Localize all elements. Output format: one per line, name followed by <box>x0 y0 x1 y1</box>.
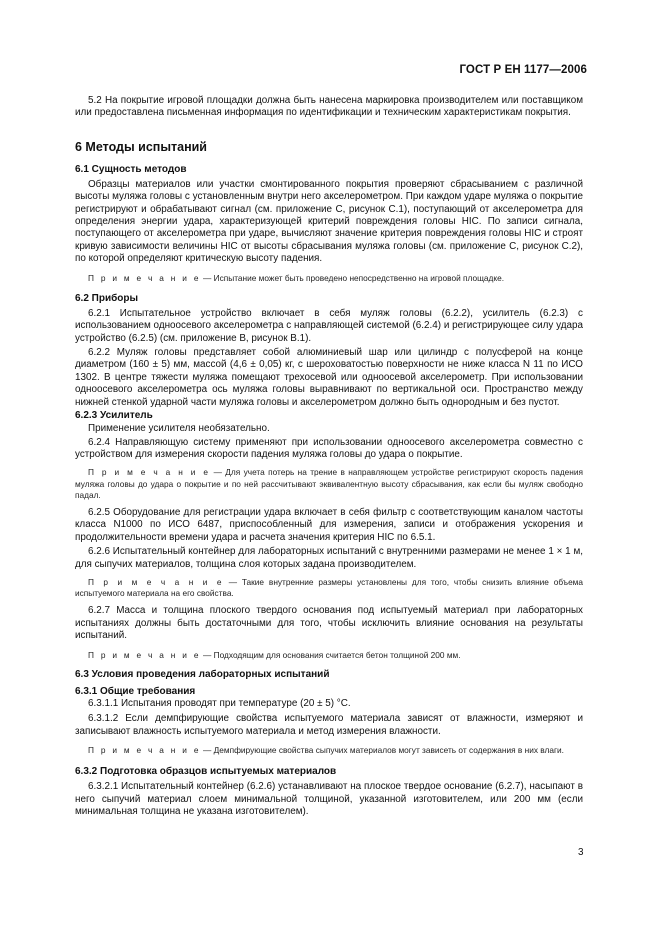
note-label: П р и м е ч а н и е <box>88 649 201 660</box>
note-5 <box>75 745 583 756</box>
section-6-3-2-heading: 6.3.2 Подготовка образцов испытуемых материалов <box>75 766 337 778</box>
paragraph-6-2-3: Применение усилителя необязательно. <box>88 423 270 435</box>
section-6-3-1-heading: 6.3.1 Общие требования <box>75 685 196 697</box>
paragraph-6-2-5: 6.2.5 Оборудование для регистрации удара включает в себя фильтр с соответствующим каналом частоты класса N1000 по ИСО 6487, приспособленный для измерения, записи и отображения ускорения и продолжительности времени удара и расчета значения критерия HIC по 6.5.1. <box>75 506 583 543</box>
paragraph-5-2: 5.2 На покрытие игровой площадки должна быть нанесена маркировка производителем или поставщиком или предоставлена письменная информация по идентификации и техническим характеристикам покрытия. <box>75 95 583 119</box>
note-4-text: — Подходящим для основания считается бетон толщиной 200 мм. <box>200 649 461 660</box>
note-1 <box>75 273 583 284</box>
page-content <box>75 94 583 818</box>
note-label: П р и м е ч а н и е <box>88 576 224 587</box>
page-header-title: ГОСТ Р ЕН 1177—2006 <box>459 64 587 76</box>
paragraph-6-3-2-1: 6.3.2.1 Испытательный контейнер (6.2.6) устанавливают на плоское твердое основание (6.2.7), насыпают в него сыпучий материал слоем минимальной толщиной, указанной изготовителем, или 200 мм (если минимальная толщина не указана изготовителем). <box>75 781 583 818</box>
paragraph-6-3-1-2: 6.3.1.2 Если демпфирующие свойства испытуемого материала зависят от влажности, измеряют и записывают влажность испытуемого материала и метод измерения влажности. <box>75 713 583 737</box>
note-label: П р и м е ч а н и е <box>88 467 211 478</box>
section-6-2-3-heading: 6.2.3 Усилитель <box>75 410 153 422</box>
note-3 <box>75 577 583 599</box>
paragraph-6-2-7: 6.2.7 Масса и толщина плоского твердого основания под испытуемый материал при лабораторных испытаниях должны быть достаточными для того, чтобы исключить влияние основания на результаты испытаний. <box>75 605 583 642</box>
paragraph-6-1: Образцы материалов или участки смонтированного покрытия проверяют сбрасыванием с различной высоты муляжа головы с установленным внутри него акселерометром. При каждом ударе муляжа о покрытие регистрируют и обрабатывают сигнал (см. приложение С, рисунок С.1), поступающий от акселерометра для определения энергии удара, характеризующей критерий повреждения головы HIC. По записи сигнала, поступающего от акселерометра при ударе, вычисляют значение критерия повреждения головы HIC и строят кривую зависимости величины HIC от высоты сбрасывания муляжа головы (см. приложение С, рисунок С.2), по которой определяют критическую высоту падения. <box>75 178 583 265</box>
paragraph-6-3-1-1: 6.3.1.1 Испытания проводят при температуре (20 ± 5) °С. <box>88 697 351 709</box>
page-number: 3 <box>578 847 584 858</box>
note-3-text: — Такие внутренние размеры установлены для того, чтобы снизить влияние объема испытуемого материала на его свойства. <box>75 576 584 599</box>
note-4 <box>75 650 583 661</box>
note-2 <box>75 467 583 501</box>
note-2-text: — Для учета потерь на трение в направляющем устройстве регистрируют скорость падения муляжа головы до удара о покрытие и по ней рассчитывают эквивалентную высоту сбрасывания, как если бы муляж свободно падал. <box>75 467 584 500</box>
note-1-text: — Испытание может быть проведено непосредственно на игровой площадке. <box>200 272 504 283</box>
paragraph-6-2-2: 6.2.2 Муляж головы представляет собой алюминиевый шар или цилиндр с полусферой на конце диаметром (160 ± 5) мм, массой (4,6 ± 0,05) кг, с шероховатостью поверхности не ниже класса N 11 по ИСО 1302. В центре тяжести муляжа помещают трехосевой или одноосевой акселерометр. При использовании одноосевого акселерометра ось муляжа головы выравнивают по вертикальной оси. Пространство между нижней стенкой ударной части муляжа головы и акселерометром должно быть однородным и без пустот. <box>75 347 583 408</box>
section-6-1-heading: 6.1 Сущность методов <box>75 163 187 175</box>
section-6-2-heading: 6.2 Приборы <box>75 292 139 304</box>
section-6-3-heading: 6.3 Условия проведения лабораторных испытаний <box>75 668 330 680</box>
note-5-text: — Демпфирующие свойства сыпучих материалов могут зависеть от содержания в них влаги. <box>200 745 564 756</box>
paragraph-6-2-4: 6.2.4 Направляющую систему применяют при использовании одноосевого акселерометра совместно с устройством для измерения скорости падения муляжа головы до удара о покрытие. <box>75 436 583 460</box>
paragraph-6-2-6: 6.2.6 Испытательный контейнер для лабораторных испытаний с внутренними размерами не менее 1 × 1 м, для сыпучих материалов, толщина слоя которых задана производителем. <box>75 546 583 570</box>
note-label: П р и м е ч а н и е <box>88 272 201 283</box>
paragraph-6-2-1: 6.2.1 Испытательное устройство включает в себя муляж головы (6.2.2), усилитель (6.2.3) с использованием одноосевого акселерометра с направляющей системой (6.2.4) и регистрирующее силу удара устройство (6.2.5) (см. приложение В, рисунок В.1). <box>75 307 583 344</box>
note-label: П р и м е ч а н и е <box>88 745 201 756</box>
section-6-heading: 6 Методы испытаний <box>75 139 207 154</box>
